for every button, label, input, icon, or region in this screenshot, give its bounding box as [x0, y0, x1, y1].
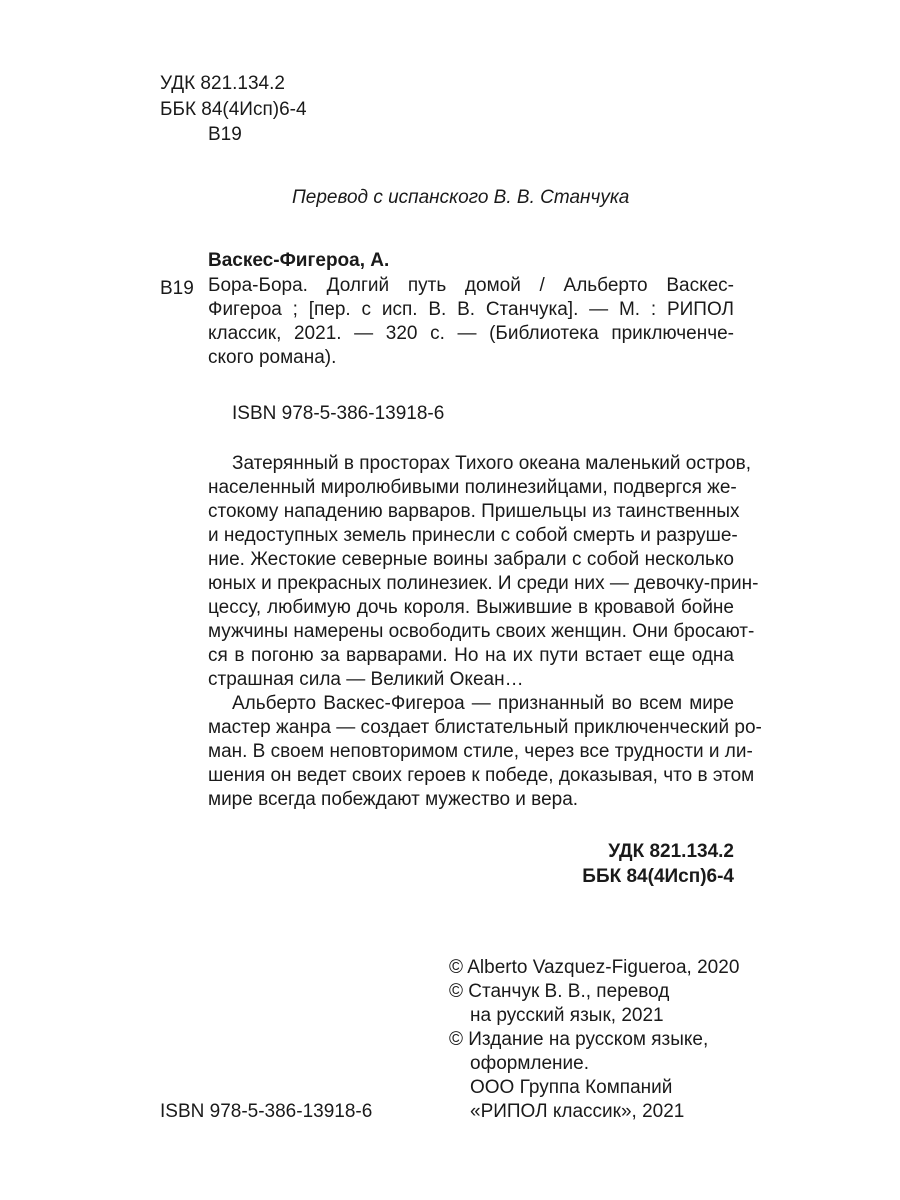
- copyright-line: ООО Группа Компаний: [470, 1077, 673, 1098]
- annotation-line: страшная сила — Великий Океан…: [208, 669, 524, 690]
- entry-description-line: Бора-Бора. Долгий путь домой / Альберто Васкес-: [208, 275, 734, 296]
- footer-isbn: ISBN 978-5-386-13918-6: [160, 1101, 373, 1122]
- annotation-line: юных и прекрасных полинезиек. И среди них — девочку-прин-: [208, 573, 759, 594]
- header-udk: УДК 821.134.2: [160, 73, 285, 94]
- annotation-line: мастер жанра — создает блистательный приключенческий ро-: [208, 717, 762, 738]
- classification-udk: УДК 821.134.2: [608, 841, 734, 862]
- annotation-paragraph-2: [208, 692, 762, 812]
- entry-description-line: классик, 2021. — 320 с. — (Библиотека приключенче-: [208, 323, 734, 344]
- annotation-line: ние. Жестокие северные воины забрали с собой несколько: [208, 549, 734, 570]
- entry-author: Васкес-Фигероа, А.: [208, 250, 390, 271]
- translation-note: Перевод с испанского В. В. Станчука: [292, 187, 630, 208]
- entry-description: [208, 274, 734, 370]
- copyright-line: © Станчук В. В., перевод: [449, 981, 670, 1002]
- header-bbk: ББК 84(4Исп)6-4: [160, 99, 307, 120]
- copyright-line: © Alberto Vazquez-Figueroa, 2020: [449, 957, 740, 978]
- entry-code: В19: [160, 278, 194, 299]
- annotation-line: ман. В своем неповторимом стиле, через все трудности и ли-: [208, 741, 753, 762]
- annotation-paragraph-1: [208, 452, 759, 692]
- annotation-line: Альберто Васкес-Фигероа — признанный во всем мире: [232, 693, 734, 714]
- annotation-line: и недоступных земель принесли с собой смерть и разруше-: [208, 525, 738, 546]
- annotation-line: стокому нападению варваров. Пришельцы из таинственных: [208, 501, 740, 522]
- copyright-line: на русский язык, 2021: [470, 1005, 664, 1026]
- annotation-line: мире всегда побеждают мужество и вера.: [208, 789, 579, 810]
- annotation-line: цессу, любимую дочь короля. Выжившие в кровавой бойне: [208, 597, 734, 618]
- annotation-line: шения он ведет своих героев к победе, доказывая, что в этом: [208, 765, 755, 786]
- annotation-line: населенный миролюбивыми полинезийцами, подвергся же-: [208, 477, 737, 498]
- entry-description-line: ского романа).: [208, 347, 337, 368]
- annotation-line: ся в погоню за варварами. Но на их пути встает еще одна: [208, 645, 734, 666]
- entry-isbn: ISBN 978-5-386-13918-6: [232, 403, 445, 424]
- annotation-line: мужчины намерены освободить своих женщин. Они бросают-: [208, 621, 755, 642]
- annotation-line: Затерянный в просторах Тихого океана маленький остров,: [232, 453, 752, 474]
- classification-bbk: ББК 84(4Исп)6-4: [582, 866, 734, 887]
- header-code: В19: [208, 124, 242, 145]
- copyright-line: оформление.: [470, 1053, 590, 1074]
- copyright-line: «РИПОЛ классик», 2021: [470, 1101, 685, 1122]
- entry-description-line: Фигероа ; [пер. с исп. В. В. Станчука]. — М. : РИПОЛ: [208, 299, 734, 320]
- copyright-line: © Издание на русском языке,: [449, 1029, 709, 1050]
